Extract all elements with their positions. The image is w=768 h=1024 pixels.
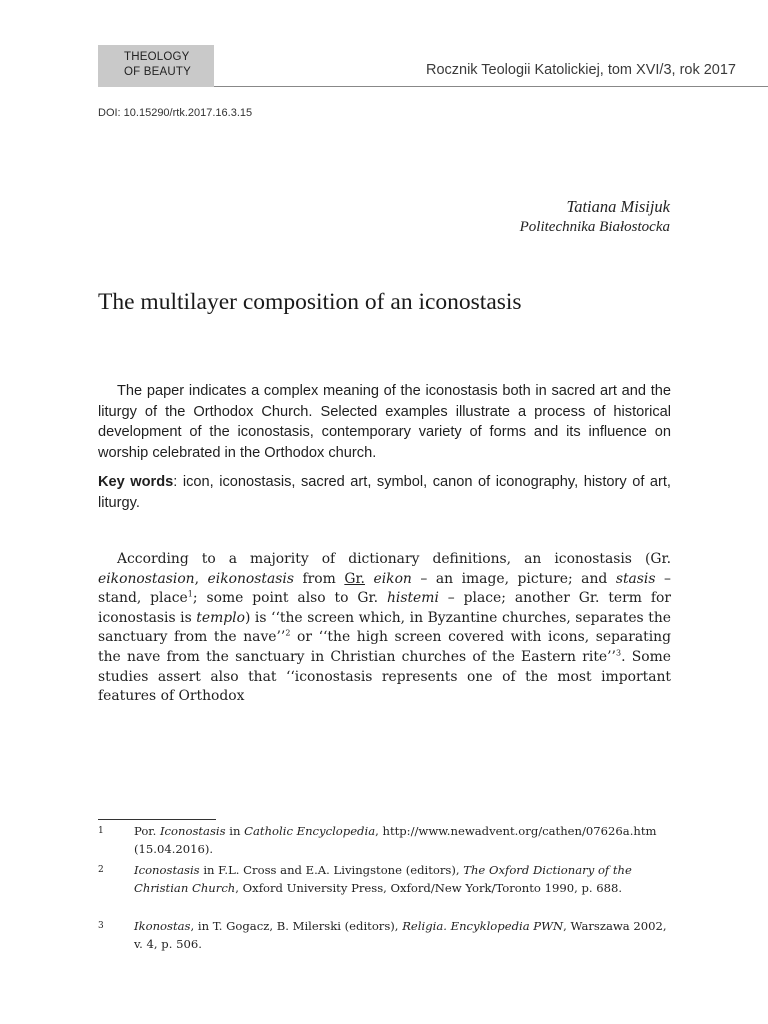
footnote-run: , Warszawa 2002, v. 4, p. 506. bbox=[134, 919, 667, 951]
footnote-link[interactable]: , http://www.newadvent.org/cathen/07626a.htm (15.04.2016). bbox=[134, 824, 657, 856]
footnote-number: 3 bbox=[98, 921, 104, 931]
body-paragraph bbox=[98, 550, 671, 707]
footnote-number: 1 bbox=[98, 826, 104, 836]
body-text-run: – place; another Gr. term for iconostasis is bbox=[98, 590, 671, 626]
footnote-italic: Ikonostas bbox=[134, 919, 191, 933]
author-name: Tatiana Misijuk bbox=[566, 197, 670, 216]
footnote-run: in bbox=[225, 824, 245, 838]
body-text-run: According to a majority of dictionary definitions, an iconostasis (Gr. bbox=[117, 551, 671, 567]
body-italic-term: eikonostasion bbox=[98, 570, 195, 587]
body-text-run: , bbox=[194, 570, 208, 587]
footnote-italic: Catholic Encyclopedia bbox=[244, 824, 376, 838]
body-text-run: ; some point also to Gr. bbox=[192, 590, 387, 607]
footnote-italic: Iconostasis bbox=[159, 824, 226, 838]
footnote-italic: Iconostasis bbox=[134, 863, 200, 877]
footnote-1 bbox=[98, 823, 671, 858]
footnote-3 bbox=[98, 918, 671, 953]
footnote-2 bbox=[98, 862, 671, 897]
journal-title: Rocznik Teologii Katolickiej, tom XVI/3, rok 2017 bbox=[425, 62, 736, 78]
footnote-text bbox=[134, 862, 671, 897]
footnote-ref-1[interactable]: 1 bbox=[187, 589, 193, 599]
paper-title: The multilayer composition of an iconostasis bbox=[98, 289, 522, 315]
body-italic-term: histemi bbox=[386, 590, 439, 607]
body-italic-term: templo bbox=[196, 609, 245, 626]
footnote-italic: The Oxford Dictionary of the Christian Church bbox=[134, 863, 632, 895]
body-underlined-term: Gr. bbox=[344, 570, 365, 587]
body-text-run: or ‘‘the high screen covered with icons, separating the nave from the sanctuary in Christian churches of the Eastern rite’’ bbox=[98, 629, 671, 665]
body-text-run: from bbox=[294, 570, 345, 587]
author-affiliation: Politechnika Białostocka bbox=[519, 219, 670, 235]
footnote-run: Por. bbox=[134, 824, 160, 838]
section-label-line1: THEOLOGY bbox=[124, 51, 190, 63]
keywords-label: Key words bbox=[98, 474, 174, 490]
section-label-line2: OF BEAUTY bbox=[124, 66, 191, 78]
footnote-run: in F.L. Cross and E.A. Livingstone (editors), bbox=[199, 863, 464, 877]
footnote-text bbox=[134, 823, 671, 858]
footnote-ref-3[interactable]: 3 bbox=[615, 648, 622, 658]
body-text-run: – stand, place bbox=[98, 570, 671, 607]
section-label bbox=[98, 45, 214, 87]
footnote-run: , Oxford University Press, Oxford/New York/Toronto 1990, p. 688. bbox=[235, 880, 623, 895]
footnote-italic: Religia. Encyklopedia PWN bbox=[402, 919, 564, 933]
abstract: The paper indicates a complex meaning of the iconostasis both in sacred art and the liturgy of the Orthodox Church. Selected examples illustrate a process of historical development of the iconostasis, contemporary variety of forms and its influence on worship celebrated in the Orthodox church. bbox=[98, 383, 671, 461]
body-italic-term: eikon bbox=[373, 570, 412, 587]
body-text-run: – an image, picture; and bbox=[411, 570, 616, 587]
body-text-run: . Some studies assert also that ‘‘iconostasis represents one of the most important features of Orthodox bbox=[98, 648, 671, 705]
doi: DOI: 10.15290/rtk.2017.16.3.15 bbox=[98, 107, 253, 119]
footnote-ref-2[interactable]: 2 bbox=[285, 628, 291, 638]
footnote-rule bbox=[98, 819, 216, 820]
footnote-text bbox=[134, 918, 671, 953]
body-text-run: ) is ‘‘the screen which, in Byzantine churches, separates the sanctuary from the nave’’ bbox=[98, 609, 671, 646]
body-italic-term: eikonostasis bbox=[207, 570, 294, 587]
header-rule bbox=[214, 86, 768, 87]
body-italic-term: stasis bbox=[615, 570, 656, 587]
keywords-text: : icon, iconostasis, sacred art, symbol, canon of iconography, history of art, liturgy. bbox=[98, 474, 671, 511]
keywords bbox=[98, 472, 671, 513]
footnote-number: 2 bbox=[98, 865, 104, 875]
footnote-run: , in T. Gogacz, B. Milerski (editors), bbox=[190, 919, 403, 933]
